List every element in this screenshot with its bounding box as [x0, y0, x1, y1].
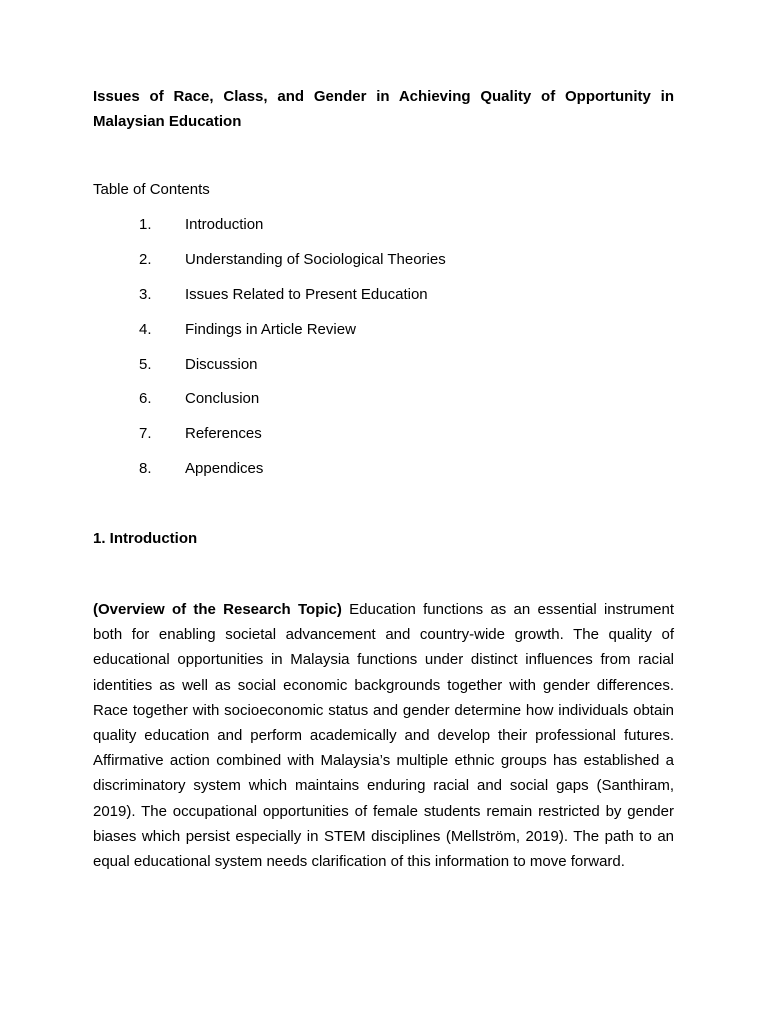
toc-item	[93, 389, 674, 424]
toc-list	[93, 215, 674, 494]
introduction-heading: 1. Introduction	[93, 530, 198, 547]
toc-item-label: Conclusion	[185, 390, 260, 408]
document-title: Issues of Race, Class, and Gender in Achieving Quality of Opportunity in Malaysian Education	[93, 88, 674, 130]
toc-item	[93, 424, 674, 459]
introduction-paragraph	[93, 597, 674, 874]
toc-item	[93, 250, 674, 285]
toc-item-number: 3.	[139, 285, 152, 303]
toc-item-number: 4.	[139, 320, 152, 338]
toc-item	[93, 355, 674, 390]
toc-item-number: 7.	[139, 425, 152, 443]
paragraph-text: Education functions as an essential instrument both for enabling societal advancement and country-wide growth. The quality of educational opportunities in Malaysia functions under distinct influences from racial identities as well as social economic backgrounds together with gender differences. Race together with socioeconomic status and gender determine how individuals obtain quality education and perform academically and develop their professional futures. Affirmative action combined with Malaysia’s multiple ethnic groups has established a discriminatory system which maintains enduring racial and social gaps (Santhiram, 2019). The occupational opportunities of female students remain restricted by gender biases which persist especially in STEM disciplines (Mellström, 2019). The path to an equal educational system needs clarification of this information to move forward.	[93, 601, 674, 871]
toc-item-label: Understanding of Sociological Theories	[185, 250, 446, 268]
toc-item-label: References	[185, 425, 262, 443]
toc-item-number: 5.	[139, 355, 152, 373]
toc-item-label: Issues Related to Present Education	[185, 285, 428, 303]
toc-item-number: 1.	[139, 216, 152, 233]
toc-item-label: Findings in Article Review	[185, 320, 356, 338]
toc-item	[93, 215, 674, 250]
toc-item-number: 2.	[139, 250, 152, 268]
toc-item-label: Introduction	[185, 216, 264, 233]
toc-item	[93, 459, 674, 494]
paragraph-lead: (Overview of the Research Topic)	[93, 601, 342, 618]
toc-item	[93, 285, 674, 320]
toc-item-number: 8.	[139, 460, 152, 478]
toc-item-label: Appendices	[185, 460, 264, 478]
toc-item-number: 6.	[139, 390, 152, 408]
toc-item-label: Discussion	[185, 355, 258, 373]
toc-heading: Table of Contents	[93, 181, 210, 198]
toc-item	[93, 320, 674, 355]
